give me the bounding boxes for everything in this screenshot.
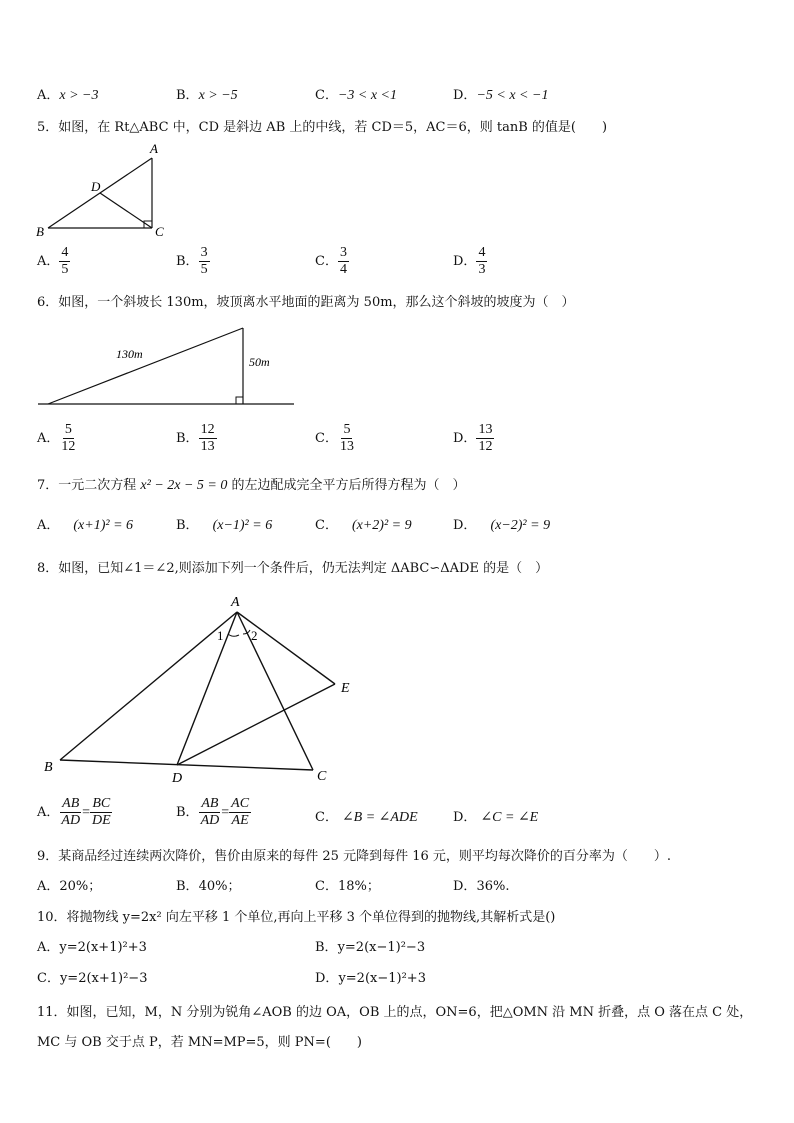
q5-stem: 5．如图，在 Rt△ABC 中，CD 是斜边 AB 上的中线，若 CD＝5，AC＝6，则 tanB 的值是( ) xyxy=(37,120,608,135)
fraction: $\frac{4}{3}$ xyxy=(478,245,486,277)
option-value: (x−1)² = 6 xyxy=(212,518,273,533)
option-label: B． xyxy=(176,879,199,894)
q9-stem: 9．某商品经过连续两次降价，售价由原来的每件 25 元降到每件 16 元，则平均每次降价的百分率为（ ）. xyxy=(37,849,672,864)
option-value: 20%； xyxy=(59,879,102,894)
option-value: 36%. xyxy=(476,879,510,894)
q8-option-b: B． $\frac{AB}{AD}$ = $\frac{AC}{AE}$ xyxy=(176,796,250,828)
q6-option-d xyxy=(453,422,494,455)
q7-stem-pre: 7．一元二次方程 xyxy=(37,478,141,493)
label-A: A xyxy=(231,595,240,610)
label-D: D xyxy=(91,179,101,194)
option-label: C． xyxy=(315,879,338,894)
option-label: D． xyxy=(315,971,339,986)
option-label: B． xyxy=(176,805,199,820)
option-label: B． xyxy=(176,431,199,446)
q7-stem xyxy=(37,474,466,494)
q10-option-c xyxy=(37,967,147,986)
option-value: (x−2)² = 9 xyxy=(490,518,551,533)
q11-stem-line2: MC 与 OB 交于点 P，若 MN=MP=5，则 PN=( ) xyxy=(37,1035,362,1050)
label-D: D xyxy=(172,771,183,786)
q4-option-a xyxy=(37,84,99,104)
q9-option-d xyxy=(453,875,509,894)
option-value: (x+2)² = 9 xyxy=(351,518,412,533)
q8-figure xyxy=(30,588,370,788)
q5-option-d xyxy=(453,245,487,278)
fraction: $\frac{4}{5}$ xyxy=(61,245,69,277)
option-label: B． xyxy=(176,254,199,269)
q4-option-d xyxy=(453,84,548,104)
option-value: y=2(x+1)²−3 xyxy=(59,971,148,986)
option-label: B． xyxy=(315,940,338,955)
angle-2-label: 2 xyxy=(251,628,258,643)
option-value: x > −5 xyxy=(198,88,238,103)
fraction: $\frac{5}{12}$ xyxy=(61,422,76,454)
fraction: $\frac{5}{13}$ xyxy=(339,422,354,454)
q10-stem: 10．将抛物线 y=2x² 向左平移 1 个单位,再向上平移 3 个单位得到的抛物线,其解析式是() xyxy=(37,910,556,925)
option-label: C． xyxy=(315,431,338,446)
option-value: y=2(x+1)²+3 xyxy=(59,940,147,955)
option-label: D． xyxy=(453,879,477,894)
q7-stem-post: 的左边配成完全平方后所得方程为（ ） xyxy=(227,478,466,493)
q8-stem: 8．如图，已知∠1＝∠2,则添加下列一个条件后，仍无法判定 ΔABC∽ΔADE 的是（ ） xyxy=(37,561,549,576)
option-label: A． xyxy=(37,805,60,820)
option-label: D． xyxy=(453,810,477,825)
q10-option-d xyxy=(315,967,426,986)
fraction: $\frac{3}{5}$ xyxy=(200,245,208,277)
option-label: C． xyxy=(315,810,338,825)
fraction: $\frac{12}{13}$ xyxy=(200,422,215,454)
option-value: −5 < x < −1 xyxy=(476,88,549,103)
q10-option-b xyxy=(315,936,425,955)
option-label: D． xyxy=(453,254,477,269)
slope-length-label: 130m xyxy=(116,347,143,361)
q9-option-a xyxy=(37,875,101,894)
option-label: A． xyxy=(37,518,60,533)
option-label: D． xyxy=(453,88,477,103)
option-label: A． xyxy=(37,431,60,446)
q7-equation: x² − 2x − 5 = 0 xyxy=(140,478,228,493)
q7-option-c xyxy=(315,514,412,534)
label-A: A xyxy=(150,141,158,156)
fraction: $\frac{13}{12}$ xyxy=(478,422,493,454)
option-label: A． xyxy=(37,88,60,103)
option-label: C． xyxy=(315,518,338,533)
option-value: 18%； xyxy=(337,879,380,894)
q8-option-c xyxy=(315,806,418,826)
q9-option-b xyxy=(176,875,240,894)
label-C: C xyxy=(155,224,164,239)
label-E: E xyxy=(341,681,350,696)
q6-option-c xyxy=(315,422,356,455)
option-label: A． xyxy=(37,254,60,269)
q7-option-b xyxy=(176,514,272,534)
option-value: x > −3 xyxy=(59,88,99,103)
option-label: A． xyxy=(37,879,60,894)
q7-option-d xyxy=(453,514,550,534)
q9-option-c xyxy=(315,875,380,894)
q7-option-a xyxy=(37,514,133,534)
option-label: D． xyxy=(453,518,477,533)
label-B: B xyxy=(44,760,53,775)
fraction: $\frac{BC}{DE}$ xyxy=(91,796,111,828)
q5-option-b xyxy=(176,245,210,278)
option-value: ∠C = ∠E xyxy=(480,810,539,825)
q5-figure xyxy=(30,140,170,240)
option-label: C． xyxy=(37,971,60,986)
q11-stem-line1: 11．如图，已知，M，N 分别为锐角∠AOB 的边 OA，OB 上的点，ON=6，把△OMN 沿 MN 折叠，点 O 落在点 C 处， xyxy=(37,1005,753,1020)
q8-option-d xyxy=(453,806,538,826)
q6-option-a xyxy=(37,422,77,455)
q5-option-c xyxy=(315,245,349,278)
label-B: B xyxy=(36,224,44,239)
fraction: $\frac{3}{4}$ xyxy=(339,245,347,277)
q4-option-b xyxy=(176,84,238,104)
option-value: 40%； xyxy=(198,879,241,894)
q10-option-a xyxy=(37,936,147,955)
option-label: B． xyxy=(176,518,199,533)
option-value: y=2(x−1)²+3 xyxy=(338,971,426,986)
option-value: (x+1)² = 6 xyxy=(73,518,134,533)
q6-figure xyxy=(30,320,300,415)
option-value: −3 < x <1 xyxy=(337,88,398,103)
option-label: D． xyxy=(453,431,477,446)
option-value: ∠B = ∠ADE xyxy=(341,810,418,825)
option-label: B． xyxy=(176,88,199,103)
q6-stem: 6．如图，一个斜坡长 130m，坡顶离水平地面的距离为 50m，那么这个斜坡的坡度为（ ） xyxy=(37,295,575,310)
label-C: C xyxy=(317,769,327,784)
option-value: y=2(x−1)²−3 xyxy=(337,940,426,955)
height-label: 50m xyxy=(249,355,270,369)
fraction: $\frac{AB}{AD}$ xyxy=(61,796,81,828)
fraction: $\frac{AB}{AD}$ xyxy=(200,796,220,828)
q4-option-c xyxy=(315,84,397,104)
option-label: A． xyxy=(37,940,60,955)
q8-option-a: A． $\frac{AB}{AD}$ = $\frac{BC}{DE}$ xyxy=(37,796,111,828)
option-label: C． xyxy=(315,254,338,269)
q5-option-a xyxy=(37,245,70,278)
angle-1-label: 1 xyxy=(217,628,224,643)
q6-option-b xyxy=(176,422,217,455)
fraction: $\frac{AC}{AE}$ xyxy=(231,796,250,828)
option-label: C． xyxy=(315,88,338,103)
